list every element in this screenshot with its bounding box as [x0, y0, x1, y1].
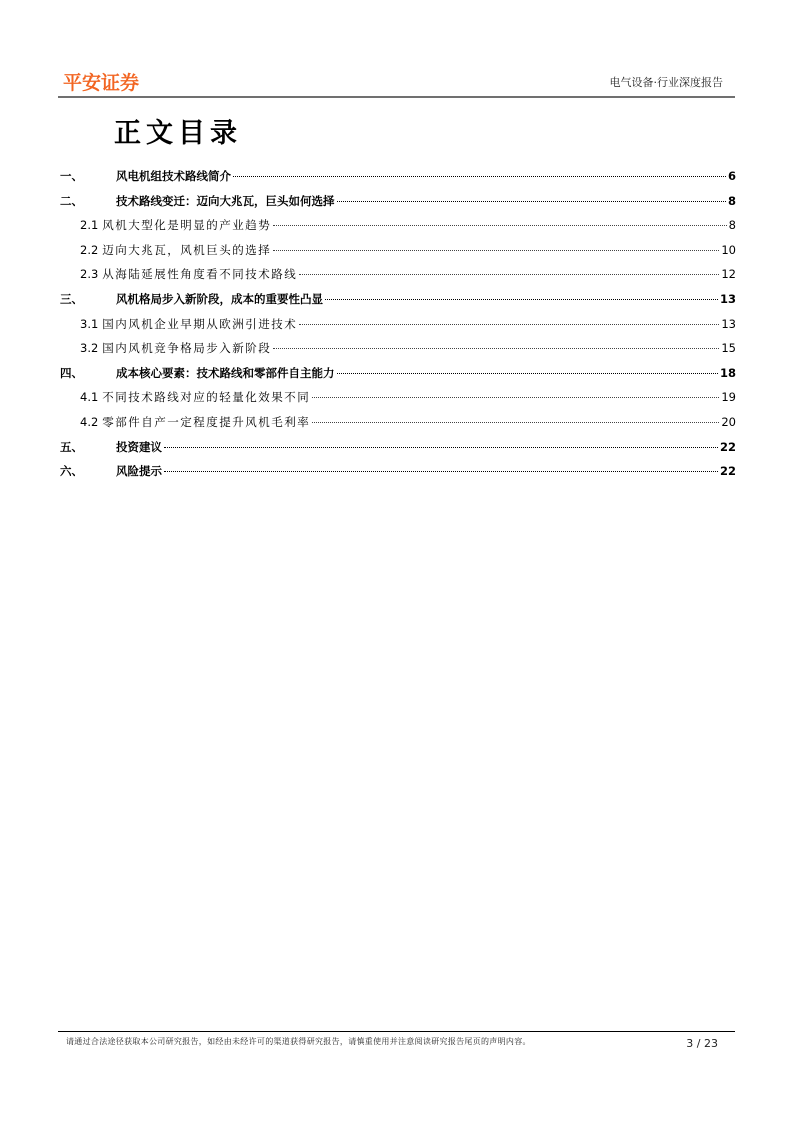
toc-entry[interactable]: [58, 316, 736, 341]
toc-entry-label: 国内风机竞争格局步入新阶段: [102, 341, 272, 356]
toc-entry-label: 国内风机企业早期从欧洲引进技术: [102, 316, 298, 331]
dot-leader: [273, 224, 726, 226]
toc-entry-number: 二、: [60, 193, 83, 208]
toc-entry-number: 3.2: [80, 341, 99, 356]
toc-entry-number: 五、: [60, 439, 83, 454]
toc-entry-page: 20: [721, 414, 736, 429]
toc-entry-page: 15: [721, 341, 736, 356]
toc-entry[interactable]: [58, 340, 736, 365]
dot-leader: [312, 396, 719, 398]
toc-entry-label: 不同技术路线对应的轻量化效果不同: [102, 390, 311, 405]
footer-divider: [58, 1031, 735, 1032]
report-type: 电气设备·行业深度报告: [609, 76, 723, 89]
brand-logo: 平安证券: [63, 72, 140, 94]
toc-entry[interactable]: [58, 242, 736, 267]
toc-entry-label: 零部件自产一定程度提升风机毛利率: [102, 414, 311, 429]
toc-entry-number: 三、: [60, 291, 83, 306]
toc-entry-page: 22: [719, 439, 736, 454]
toc-entry-page: 6: [727, 169, 736, 183]
toc-entry[interactable]: [58, 463, 736, 488]
table-of-contents: [58, 168, 736, 488]
toc-entry-label: 投资建议: [116, 439, 162, 454]
header-divider: [58, 96, 735, 98]
dot-leader: [312, 421, 719, 423]
dot-leader: [273, 347, 719, 349]
toc-entry-page: 13: [719, 291, 736, 306]
dot-leader: [337, 200, 726, 202]
toc-entry-number: 4.1: [80, 390, 99, 405]
toc-entry[interactable]: [58, 193, 736, 218]
toc-entry-label: 技术路线变迁：迈向大兆瓦，巨头如何选择: [116, 193, 335, 208]
toc-entry-label: 成本核心要素：技术路线和零部件自主能力: [116, 365, 335, 380]
toc-entry-label: 风机格局步入新阶段，成本的重要性凸显: [116, 291, 323, 306]
dot-leader: [273, 249, 719, 251]
toc-entry-page: 8: [727, 193, 736, 208]
toc-entry-number: 2.1: [80, 218, 99, 233]
toc-entry-number: 4.2: [80, 414, 99, 429]
toc-entry[interactable]: [58, 389, 736, 414]
toc-entry-number: 六、: [60, 464, 83, 479]
toc-entry[interactable]: [58, 217, 736, 242]
toc-entry-page: 19: [721, 390, 736, 405]
toc-entry-page: 8: [728, 218, 736, 233]
dot-leader: [325, 298, 718, 300]
toc-title: 正文目录: [114, 118, 242, 149]
toc-entry-number: 2.2: [80, 242, 99, 257]
dot-leader: [337, 372, 718, 374]
toc-entry[interactable]: [58, 266, 736, 291]
toc-entry-number: 四、: [60, 365, 83, 380]
toc-entry[interactable]: [58, 439, 736, 464]
dot-leader: [299, 273, 719, 275]
footer-disclaimer: 请通过合法途径获取本公司研究报告，如经由未经许可的渠道获得研究报告，请慎重使用并注意阅读研究报告尾页的声明内容。: [66, 1037, 531, 1046]
toc-entry-page: 13: [721, 316, 736, 331]
dot-leader: [233, 175, 726, 177]
toc-entry[interactable]: [58, 365, 736, 390]
toc-entry[interactable]: [58, 414, 736, 439]
toc-entry-number: 一、: [60, 169, 83, 183]
dot-leader: [164, 446, 718, 448]
dot-leader: [299, 323, 719, 325]
toc-entry-label: 风机大型化是明显的产业趋势: [102, 218, 272, 233]
toc-entry-page: 10: [721, 242, 736, 257]
toc-entry-page: 22: [719, 464, 736, 479]
page-header: [58, 62, 735, 98]
toc-entry-label: 从海陆延展性角度看不同技术路线: [102, 267, 298, 282]
toc-entry[interactable]: [58, 168, 736, 193]
toc-entry-label: 迈向大兆瓦，风机巨头的选择: [102, 242, 272, 257]
toc-entry-label: 风电机组技术路线简介: [116, 169, 231, 183]
toc-entry[interactable]: [58, 291, 736, 316]
toc-entry-label: 风险提示: [116, 464, 162, 479]
dot-leader: [164, 470, 718, 472]
toc-entry-number: 3.1: [80, 316, 99, 331]
toc-entry-page: 18: [719, 365, 736, 380]
toc-entry-page: 12: [721, 267, 736, 282]
page-number: 3 / 23: [686, 1037, 718, 1050]
toc-entry-number: 2.3: [80, 267, 99, 282]
